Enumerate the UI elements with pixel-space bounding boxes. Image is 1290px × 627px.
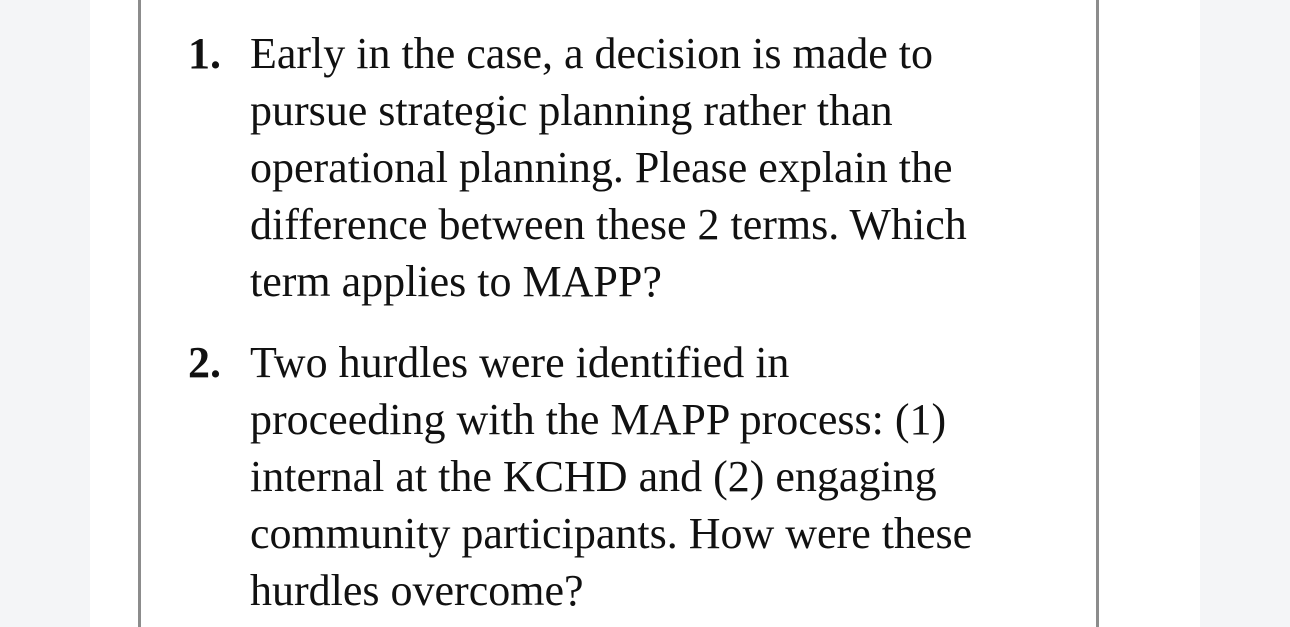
question-line: Two hurdles were identified in: [250, 338, 790, 387]
document-page: [90, 0, 1200, 627]
question-item-1: [188, 25, 1088, 310]
question-line: difference between these 2 terms. Which: [250, 200, 967, 249]
right-margin-background: [1200, 0, 1290, 627]
question-line: proceeding with the MAPP process: (1): [250, 395, 947, 444]
question-number: 2.: [188, 338, 221, 387]
question-line: internal at the KCHD and (2) engaging: [250, 452, 937, 501]
question-line: pursue strategic planning rather than: [250, 86, 893, 135]
question-list: [188, 25, 1088, 627]
question-line: term applies to MAPP?: [250, 257, 662, 306]
question-text: [250, 334, 1088, 619]
question-line: community participants. How were these: [250, 509, 973, 558]
question-line: hurdles overcome?: [250, 566, 584, 615]
question-number: 1.: [188, 29, 221, 78]
question-item-2: [188, 334, 1088, 619]
question-line: operational planning. Please explain the: [250, 143, 953, 192]
question-line: Early in the case, a decision is made to: [250, 29, 933, 78]
question-text: [250, 25, 1088, 310]
left-margin-background: [0, 0, 90, 627]
